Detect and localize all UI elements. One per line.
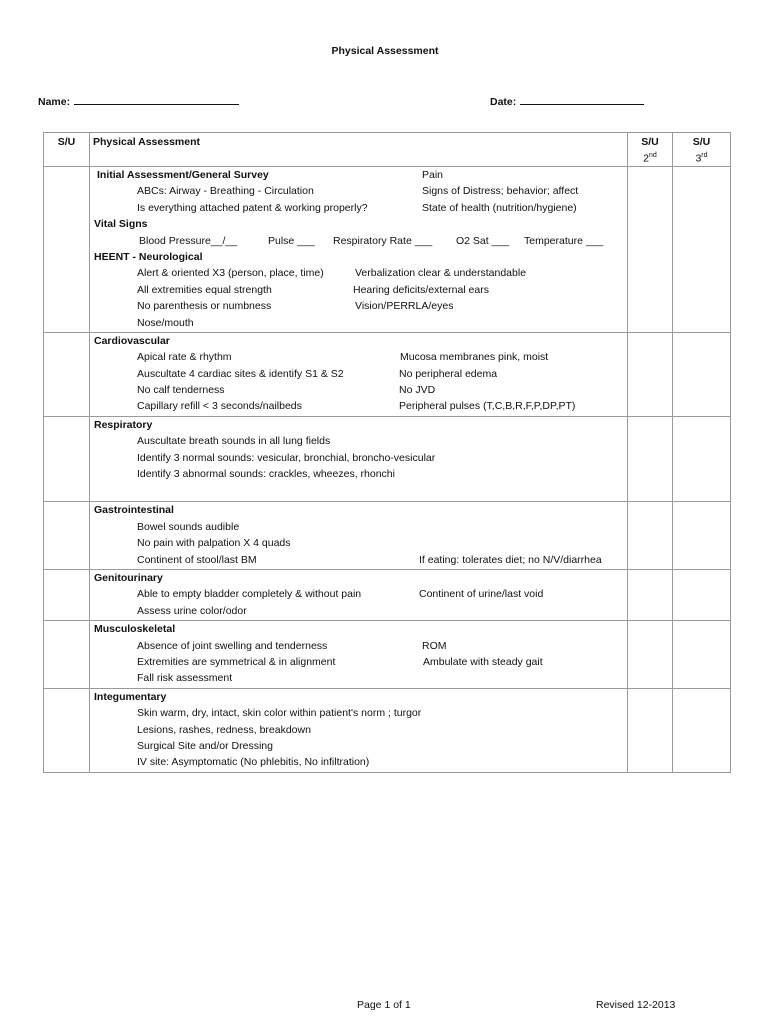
date-field[interactable]	[490, 94, 644, 108]
section-gastrointestinal: Gastrointestinal Bowel sounds audible No pain with palpation X 4 quads Continent of stool/last BM If eating: tolerates diet; no N/V/diarrhea	[90, 502, 628, 570]
table-row	[44, 621, 731, 689]
su-2nd-cell[interactable]	[628, 502, 673, 570]
assessment-table	[43, 132, 731, 773]
header-physical-assessment: Physical Assessment	[90, 133, 628, 167]
su-3rd-cell[interactable]	[673, 502, 731, 570]
name-field[interactable]	[38, 94, 239, 108]
su-3rd-cell[interactable]	[673, 416, 731, 502]
table-row	[44, 332, 731, 416]
su-2nd-cell[interactable]	[628, 167, 673, 333]
section-heading-cardio: Cardiovascular	[94, 334, 170, 347]
su-3rd-cell[interactable]	[673, 688, 731, 772]
su-3rd-cell[interactable]	[673, 167, 731, 333]
su-cell[interactable]	[44, 502, 90, 570]
su-3rd-cell[interactable]	[673, 332, 731, 416]
table-row	[44, 502, 731, 570]
su-cell[interactable]	[44, 332, 90, 416]
su-cell[interactable]	[44, 416, 90, 502]
name-label: Name:	[38, 96, 71, 108]
su-2nd-cell[interactable]	[628, 621, 673, 689]
date-label: Date:	[490, 96, 517, 108]
table-row	[44, 416, 731, 502]
section-cardiovascular: Cardiovascular Apical rate & rhythm Mucosa membranes pink, moist Auscultate 4 cardiac sites & identify S1 & S2 No peripheral edema No calf tenderness No JVD Capillary refill < 3 seconds/nailbeds Peripheral pulses (T,C,B,R,F,P,DP,PT)	[90, 332, 628, 416]
su-3rd-cell[interactable]	[673, 621, 731, 689]
table-row	[44, 167, 731, 333]
su-cell[interactable]	[44, 569, 90, 620]
page-title: Physical Assessment	[331, 45, 439, 57]
table-row	[44, 569, 731, 620]
section-heading-vitals: Vital Signs	[94, 218, 148, 231]
section-heading-gi: Gastrointestinal	[94, 504, 174, 517]
section-musculoskeletal: Musculoskeletal Absence of joint swelling and tenderness ROM Extremities are symmetrical & in alignment Ambulate with steady gait Fall risk assessment	[90, 621, 628, 689]
section-genitourinary: Genitourinary Able to empty bladder completely & without pain Continent of urine/last void Assess urine color/odor	[90, 569, 628, 620]
table-row	[44, 688, 731, 772]
section-heading-msk: Musculoskeletal	[94, 623, 176, 636]
su-cell[interactable]	[44, 688, 90, 772]
table-header-row	[44, 133, 731, 167]
su-2nd-cell[interactable]	[628, 332, 673, 416]
su-cell[interactable]	[44, 621, 90, 689]
revised-date: Revised 12-2013	[596, 999, 676, 1011]
section-general-vitals-heent: Initial Assessment/General Survey Pain ABCs: Airway - Breathing - Circulation Signs of Distress; behavior; affect Is everything attached patent & working properly? State of health (nutrition/hygiene) Vital Signs Blood Pressure__/__ Pulse ___ Respiratory Rate ___ O2 Sat ___ Temperature ___ HEENT - Neurological Alert & oriented X3 (person, place, time) Verbalization clear & understandable All extremities equal strength Hearing deficits/external ears No parenthesis or numbness Vision/PERRLA/eyes Nose/mouth	[90, 167, 628, 333]
page-number: Page 1 of 1	[357, 999, 411, 1011]
su-2nd-cell[interactable]	[628, 416, 673, 502]
su-cell[interactable]	[44, 167, 90, 333]
section-heading-heent: HEENT - Neurological	[94, 250, 203, 263]
su-2nd-cell[interactable]	[628, 688, 673, 772]
name-blank-line[interactable]	[74, 94, 239, 105]
su-3rd-cell[interactable]	[673, 569, 731, 620]
date-blank-line[interactable]	[520, 94, 644, 105]
section-heading-resp: Respiratory	[94, 418, 153, 431]
section-integumentary: Integumentary Skin warm, dry, intact, skin color within patient's norm ; turgor Lesions, rashes, redness, breakdown Surgical Site and/or Dressing IV site: Asymptomatic (No phlebitis, No infiltration)	[90, 688, 628, 772]
header-su-2nd: S/U 2nd	[628, 133, 673, 167]
section-respiratory: Respiratory Auscultate breath sounds in all lung fields Identify 3 normal sounds: vesicular, bronchial, broncho-vesicular Identify 3 abnormal sounds: crackles, wheezes, rhonchi	[90, 416, 628, 502]
section-heading-general: Initial Assessment/General Survey	[97, 169, 269, 181]
section-heading-integ: Integumentary	[94, 690, 167, 703]
section-heading-gu: Genitourinary	[94, 571, 163, 584]
header-su-3rd: S/U 3rd	[673, 133, 731, 167]
su-2nd-cell[interactable]	[628, 569, 673, 620]
header-su: S/U	[44, 133, 90, 167]
